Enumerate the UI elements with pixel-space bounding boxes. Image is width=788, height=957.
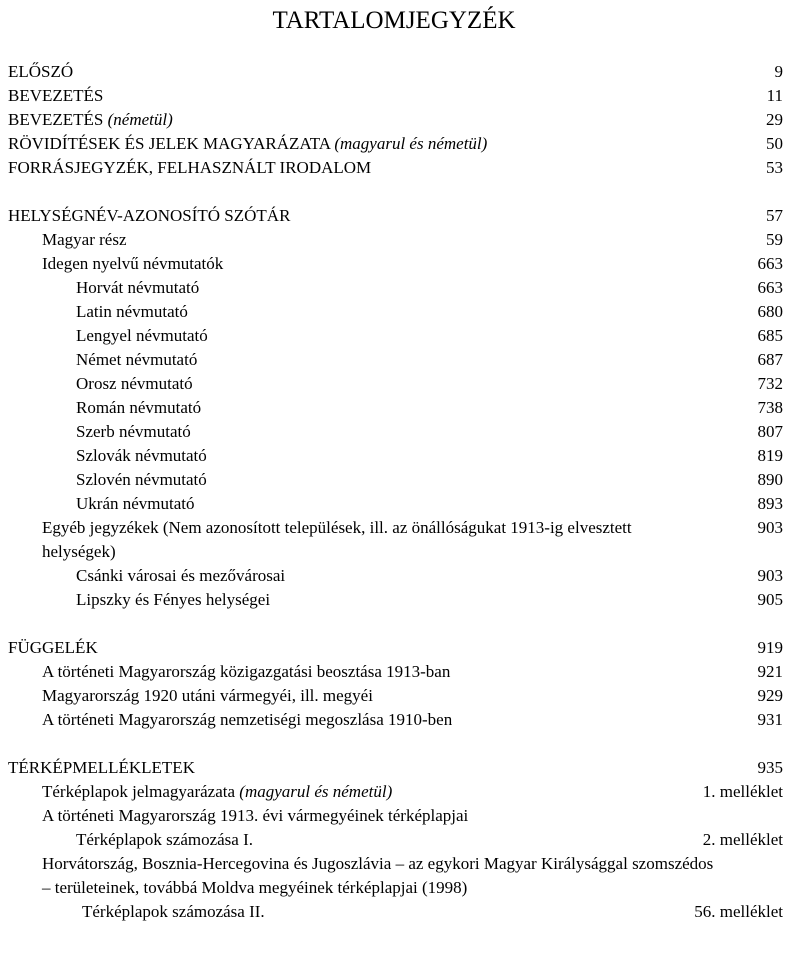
toc-page-number: 57 [766, 206, 783, 225]
toc-entry-text: Lipszky és Fényes helységei [76, 590, 271, 609]
toc-entry-note: (németül) [107, 110, 173, 129]
toc-entry [0, 468, 788, 492]
page-title: TARTALOMJEGYZÉK [272, 7, 516, 34]
toc-page-number: 819 [757, 446, 783, 465]
table-of-contents [0, 60, 788, 924]
toc-entry-title [8, 108, 766, 132]
toc-entry-text: FORRÁSJEGYZÉK, FELHASZNÁLT IRODALOM [8, 158, 372, 177]
toc-entry-title [42, 516, 758, 564]
toc-page-number: 1. melléklet [702, 782, 783, 801]
toc-page-number: 11 [766, 86, 783, 105]
toc-entry-title [76, 444, 758, 468]
toc-entry-title [76, 492, 758, 516]
toc-entry-text: Térképlapok számozása II. [82, 902, 265, 921]
toc-entry-title [42, 852, 783, 900]
toc-entry-text: Román névmutató [76, 398, 202, 417]
toc-entry-text: Magyarország 1920 utáni vármegyéi, ill. megyéi [42, 686, 373, 705]
toc-entry-text: A történeti Magyarország 1913. évi vármegyéinek térképlapjai [42, 806, 469, 825]
section-gap [0, 180, 788, 204]
toc-entry [0, 300, 788, 324]
toc-entry-text: Térképlapok jelmagyarázata [42, 782, 236, 801]
toc-entry-title [8, 204, 766, 228]
toc-entry [0, 564, 788, 588]
toc-entry-text: Latin névmutató [76, 302, 188, 321]
toc-page-number: 807 [757, 422, 783, 441]
toc-entry [0, 660, 788, 684]
toc-entry-title [76, 372, 758, 396]
toc-entry-title [76, 396, 758, 420]
toc-entry [0, 444, 788, 468]
toc-page-number: 890 [757, 470, 783, 489]
toc-page-number: 935 [757, 758, 783, 777]
toc-page-number: 50 [766, 134, 783, 153]
toc-page-number: 687 [757, 350, 783, 369]
toc-entry [0, 492, 788, 516]
toc-entry-title [82, 900, 694, 924]
toc-entry-text: BEVEZETÉS [8, 86, 104, 105]
toc-page-number: 903 [757, 566, 783, 585]
toc-page-number: 663 [757, 254, 783, 273]
toc-entry-text: Ukrán névmutató [76, 494, 195, 513]
toc-entry [0, 84, 788, 108]
toc-entry [0, 828, 788, 852]
toc-entry-text: Idegen nyelvű névmutatók [42, 254, 224, 273]
toc-entry-text: RÖVIDÍTÉSEK ÉS JELEK MAGYARÁZATA [8, 134, 331, 153]
toc-entry-text: Szlovák névmutató [76, 446, 207, 465]
toc-entry-text: HELYSÉGNÉV-AZONOSÍTÓ SZÓTÁR [8, 206, 291, 225]
toc-entry-text: Német névmutató [76, 350, 198, 369]
toc-entry-title [8, 756, 758, 780]
toc-entry-text: A történeti Magyarország közigazgatási beosztása 1913-ban [42, 662, 451, 681]
toc-entry [0, 756, 788, 780]
toc-entry-text: Csánki városai és mezővárosai [76, 566, 286, 585]
toc-entry [0, 372, 788, 396]
toc-entry-title [42, 660, 758, 684]
toc-entry [0, 804, 788, 828]
toc-entry-title [42, 252, 758, 276]
toc-page-number: 732 [757, 374, 783, 393]
toc-entry-text: Szerb névmutató [76, 422, 191, 441]
toc-entry [0, 420, 788, 444]
toc-entry [0, 276, 788, 300]
toc-entry [0, 636, 788, 660]
toc-entry [0, 60, 788, 84]
toc-entry-title [76, 468, 758, 492]
toc-entry-title [76, 564, 758, 588]
toc-entry-title [76, 324, 758, 348]
toc-page-number: 919 [757, 638, 783, 657]
toc-entry-text: Egyéb jegyzékek (Nem azonosított települések, ill. az önállóságukat 1913-ig elvesztett helységek) [42, 518, 632, 561]
toc-entry [0, 900, 788, 924]
toc-entry-title [8, 84, 767, 108]
toc-entry [0, 588, 788, 612]
toc-entry-title [76, 588, 758, 612]
toc-entry [0, 324, 788, 348]
toc-page-number: 29 [766, 110, 783, 129]
toc-page-number: 921 [757, 662, 783, 681]
toc-entry [0, 708, 788, 732]
toc-entry-text: Szlovén névmutató [76, 470, 207, 489]
toc-page-number: 56. melléklet [694, 902, 783, 921]
toc-entry-title [76, 300, 758, 324]
toc-page-number: 903 [757, 518, 783, 537]
toc-entry-title [42, 228, 766, 252]
toc-entry-text: Orosz névmutató [76, 374, 193, 393]
toc-page-number: 2. melléklet [702, 830, 783, 849]
toc-entry-title [76, 420, 758, 444]
toc-page-number: 680 [757, 302, 783, 321]
toc-entry-text: BEVEZETÉS [8, 110, 104, 129]
toc-entry-title [76, 348, 758, 372]
toc-entry-text: Térképlapok számozása I. [76, 830, 253, 849]
toc-entry [0, 132, 788, 156]
toc-entry-title [42, 804, 783, 828]
toc-page-number: 738 [757, 398, 783, 417]
toc-entry-text: Lengyel névmutató [76, 326, 208, 345]
toc-entry-text: Horvát névmutató [76, 278, 200, 297]
toc-entry-title [76, 276, 758, 300]
toc-page-number: 893 [757, 494, 783, 513]
toc-entry [0, 156, 788, 180]
toc-page-number: 685 [757, 326, 783, 345]
toc-entry-note: (magyarul és németül) [239, 782, 393, 801]
toc-entry-title [8, 132, 766, 156]
toc-entry [0, 684, 788, 708]
toc-entry [0, 396, 788, 420]
toc-entry-title [76, 828, 703, 852]
toc-page-number: 931 [757, 710, 783, 729]
section-gap [0, 612, 788, 636]
toc-entry-text: Magyar rész [42, 230, 127, 249]
toc-entry-title [42, 684, 758, 708]
toc-entry [0, 516, 788, 564]
toc-entry [0, 348, 788, 372]
toc-entry-text: Horvátország, Bosznia-Hercegovina és Jugoszlávia – az egykori Magyar Királysággal szomszédos – területeinek, továbbá Moldva megyéinek térképlapjai (1998) [42, 854, 714, 897]
toc-page-number: 9 [774, 62, 783, 81]
toc-page-number: 663 [757, 278, 783, 297]
toc-page-number: 59 [766, 230, 783, 249]
toc-entry-title [8, 636, 758, 660]
section-gap [0, 732, 788, 756]
toc-page-number: 905 [757, 590, 783, 609]
toc-entry [0, 228, 788, 252]
toc-entry-text: ELŐSZÓ [8, 62, 74, 81]
toc-entry-title [8, 60, 775, 84]
toc-entry-title [8, 156, 766, 180]
toc-entry-text: FÜGGELÉK [8, 638, 98, 657]
toc-entry [0, 852, 788, 900]
toc-page-number: 53 [766, 158, 783, 177]
toc-entry-note: (magyarul és németül) [334, 134, 488, 153]
toc-entry [0, 108, 788, 132]
toc-entry [0, 204, 788, 228]
toc-page-number: 929 [757, 686, 783, 705]
toc-entry-title [42, 780, 703, 804]
toc-entry-title [42, 708, 758, 732]
toc-entry-text: A történeti Magyarország nemzetiségi megoszlása 1910-ben [42, 710, 453, 729]
toc-entry [0, 252, 788, 276]
toc-entry-text: TÉRKÉPMELLÉKLETEK [8, 758, 195, 777]
toc-entry [0, 780, 788, 804]
